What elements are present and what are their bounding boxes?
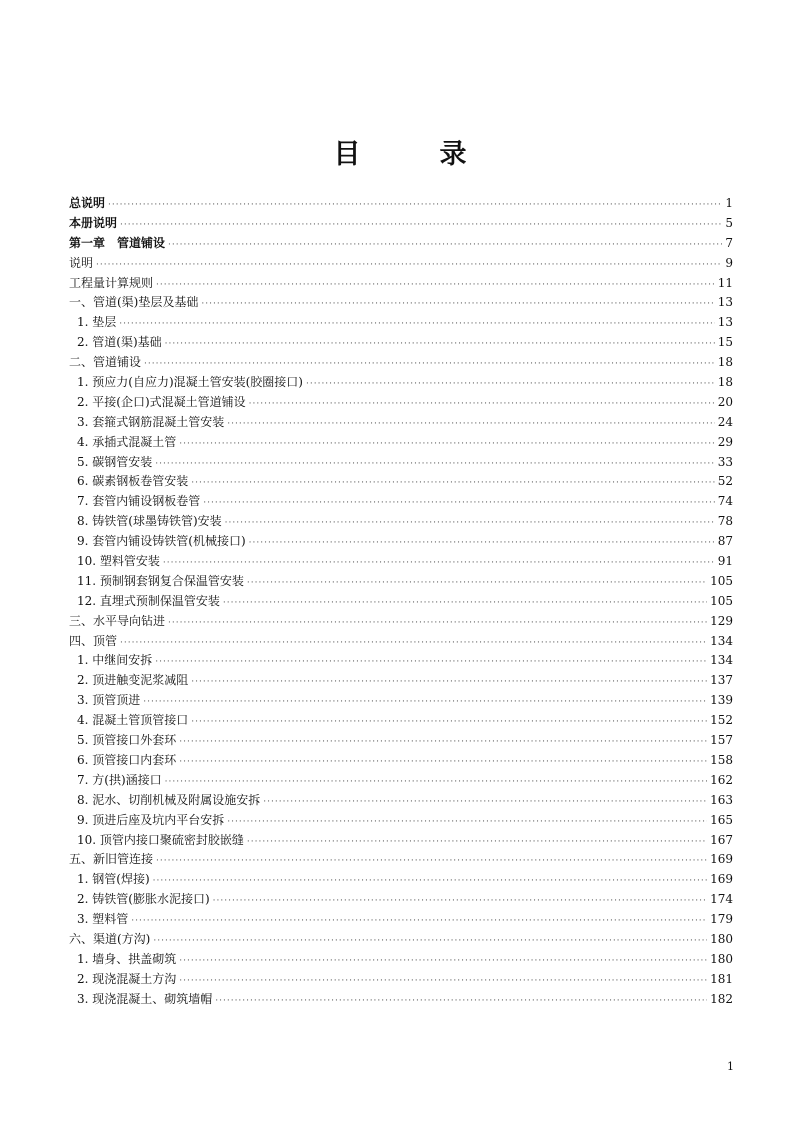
toc-entry-page: 13: [717, 295, 733, 310]
dot-leader: [120, 634, 707, 654]
toc-entry[interactable]: [69, 413, 733, 433]
toc-entry[interactable]: [69, 671, 733, 691]
toc-entry[interactable]: [69, 950, 733, 970]
toc-entry-title: 1. 中继间安拆: [77, 653, 153, 668]
dot-leader: [223, 594, 707, 614]
toc-entry-title: 6. 顶管接口内套环: [77, 752, 177, 767]
toc-entry[interactable]: [69, 254, 733, 274]
toc-entry-title: 1. 预应力(自应力)混凝土管安装(胶圈接口): [77, 375, 303, 390]
toc-entry[interactable]: [69, 532, 733, 552]
toc-entry-title: 4. 承插式混凝土管: [77, 434, 177, 449]
dot-leader: [179, 733, 707, 753]
toc-entry[interactable]: [69, 453, 733, 473]
toc-entry-title: 5. 碳钢管安装: [77, 454, 153, 469]
toc-entry-page: 74: [717, 494, 733, 509]
toc-entry[interactable]: [69, 632, 733, 652]
toc-entry-title: 一、管道(渠)垫层及基础: [69, 295, 199, 310]
toc-entry-title: 3. 套箍式钢筋混凝土管安装: [77, 414, 225, 429]
toc-entry-page: 169: [710, 872, 733, 887]
toc-entry[interactable]: [69, 472, 733, 492]
toc-entry-title: 工程量计算规则: [69, 275, 154, 290]
dot-leader: [168, 614, 707, 634]
dot-leader: [156, 276, 715, 296]
dot-leader: [108, 196, 722, 216]
toc-entry-page: 11: [717, 275, 733, 290]
dot-leader: [156, 852, 707, 872]
toc-entry-page: 105: [710, 593, 733, 608]
dot-leader: [306, 375, 715, 395]
toc-entry-title: 8. 铸铁管(球墨铸铁管)安装: [77, 514, 222, 529]
toc-entry[interactable]: [69, 572, 733, 592]
toc-entry[interactable]: [69, 512, 733, 532]
toc-entry-title: 3. 顶管顶进: [77, 693, 141, 708]
toc-entry[interactable]: [69, 393, 733, 413]
toc-entry-title: 10. 顶管内接口聚硫密封胶嵌缝: [77, 832, 244, 847]
toc-entry-page: 87: [717, 534, 733, 549]
toc-entry-title: 三、水平导向钻进: [69, 613, 166, 628]
toc-entry-title: 6. 碳素钢板卷管安装: [77, 474, 189, 489]
table-of-contents: [69, 194, 733, 1010]
toc-entry-page: 18: [717, 375, 733, 390]
toc-entry-title: 4. 混凝土管顶管接口: [77, 713, 189, 728]
dot-leader: [143, 693, 707, 713]
toc-entry-page: 134: [710, 633, 733, 648]
dot-leader: [247, 574, 707, 594]
toc-entry[interactable]: [69, 492, 733, 512]
dot-leader: [119, 315, 714, 335]
toc-entry[interactable]: [69, 651, 733, 671]
dot-leader: [120, 216, 722, 236]
toc-entry-title: 12. 直埋式预制保温管安装: [77, 593, 220, 608]
toc-entry-page: 139: [710, 693, 733, 708]
toc-entry-page: 181: [710, 971, 733, 986]
dot-leader: [191, 474, 714, 494]
toc-entry-page: 33: [717, 454, 733, 469]
dot-leader: [153, 932, 707, 952]
dot-leader: [155, 653, 707, 673]
toc-entry[interactable]: [69, 910, 733, 930]
toc-entry-title: 2. 铸铁管(膨胀水泥接口): [77, 892, 210, 907]
toc-entry[interactable]: [69, 552, 733, 572]
dot-leader: [191, 673, 707, 693]
dot-leader: [227, 813, 707, 833]
dot-leader: [191, 713, 707, 733]
toc-entry[interactable]: [69, 831, 733, 851]
toc-entry-page: 5: [725, 215, 733, 230]
toc-entry-title: 11. 预制钢套钢复合保温管安装: [77, 573, 244, 588]
toc-entry-title: 9. 套管内铺设铸铁管(机械接口): [77, 534, 246, 549]
dot-leader: [247, 833, 707, 853]
toc-entry[interactable]: [69, 353, 733, 373]
dot-leader: [155, 455, 714, 475]
toc-entry-page: 174: [710, 892, 733, 907]
toc-entry-page: 152: [710, 713, 733, 728]
toc-entry[interactable]: [69, 811, 733, 831]
toc-entry[interactable]: [69, 990, 733, 1010]
dot-leader: [179, 753, 707, 773]
toc-entry-page: 182: [710, 991, 733, 1006]
toc-entry[interactable]: [69, 791, 733, 811]
toc-entry-title: 2. 管道(渠)基础: [77, 335, 162, 350]
page-number: 1: [727, 1060, 734, 1073]
toc-entry-title: 本册说明: [69, 215, 118, 230]
toc-entry[interactable]: [69, 592, 733, 612]
toc-entry[interactable]: [69, 433, 733, 453]
toc-entry-page: 180: [710, 951, 733, 966]
toc-entry-page: 15: [717, 335, 733, 350]
toc-entry-title: 第一章 管道铺设: [69, 235, 166, 250]
toc-entry[interactable]: [69, 890, 733, 910]
toc-entry-page: 129: [710, 613, 733, 628]
toc-entry-page: 137: [710, 673, 733, 688]
toc-entry-page: 52: [717, 474, 733, 489]
dot-leader: [131, 912, 707, 932]
dot-leader: [213, 892, 707, 912]
toc-entry[interactable]: [69, 691, 733, 711]
toc-entry[interactable]: [69, 373, 733, 393]
dot-leader: [227, 415, 714, 435]
page-title: 目 录: [333, 139, 493, 170]
dot-leader: [179, 952, 707, 972]
dot-leader: [179, 435, 714, 455]
dot-leader: [201, 295, 714, 315]
toc-entry-page: 78: [717, 514, 733, 529]
toc-entry[interactable]: [69, 293, 733, 313]
toc-entry-page: 7: [725, 235, 733, 250]
toc-entry-page: 29: [717, 434, 733, 449]
toc-entry-title: 7. 套管内铺设钢板卷管: [77, 494, 201, 509]
dot-leader: [225, 514, 715, 534]
toc-entry[interactable]: [69, 870, 733, 890]
toc-entry-title: 2. 顶进触变泥浆减阻: [77, 673, 189, 688]
toc-entry[interactable]: [69, 612, 733, 632]
dot-leader: [203, 494, 714, 514]
dot-leader: [163, 554, 715, 574]
toc-entry-title: 1. 垫层: [77, 315, 117, 330]
toc-entry-page: 179: [710, 912, 733, 927]
toc-entry[interactable]: [69, 970, 733, 990]
toc-entry-page: 20: [717, 394, 733, 409]
toc-entry-page: 134: [710, 653, 733, 668]
toc-entry[interactable]: [69, 751, 733, 771]
toc-entry-page: 105: [710, 573, 733, 588]
dot-leader: [249, 534, 715, 554]
toc-entry-page: 163: [710, 792, 733, 807]
dot-leader: [215, 992, 707, 1012]
toc-entry-page: 180: [710, 931, 733, 946]
toc-entry-page: 165: [710, 812, 733, 827]
toc-entry[interactable]: [69, 731, 733, 751]
toc-entry-page: 91: [717, 554, 733, 569]
toc-entry-page: 9: [725, 255, 733, 270]
dot-leader: [263, 793, 707, 813]
toc-entry-title: 二、管道铺设: [69, 355, 142, 370]
dot-leader: [249, 395, 715, 415]
toc-entry-title: 7. 方(拱)涵接口: [77, 772, 162, 787]
toc-entry[interactable]: [69, 333, 733, 353]
toc-entry-title: 四、顶管: [69, 633, 118, 648]
toc-entry-title: 3. 现浇混凝土、砌筑墙帽: [77, 991, 213, 1006]
toc-entry-title: 5. 顶管接口外套环: [77, 733, 177, 748]
toc-entry[interactable]: [69, 274, 733, 294]
toc-entry-page: 1: [725, 196, 733, 210]
toc-entry-title: 总说明: [69, 196, 106, 210]
toc-entry-page: 18: [717, 355, 733, 370]
dot-leader: [153, 872, 707, 892]
toc-entry-title: 说明: [69, 255, 94, 270]
toc-entry-title: 3. 塑料管: [77, 912, 129, 927]
dot-leader: [165, 335, 715, 355]
dot-leader: [179, 972, 707, 992]
toc-entry-title: 六、渠道(方沟): [69, 931, 151, 946]
toc-entry-title: 2. 现浇混凝土方沟: [77, 971, 177, 986]
dot-leader: [168, 236, 722, 256]
toc-entry-page: 167: [710, 832, 733, 847]
toc-entry[interactable]: [69, 194, 733, 214]
toc-entry-title: 1. 钢管(焊接): [77, 872, 150, 887]
toc-entry-page: 157: [710, 733, 733, 748]
toc-entry[interactable]: [69, 850, 733, 870]
toc-entry[interactable]: [69, 771, 733, 791]
toc-entry-page: 162: [710, 772, 733, 787]
toc-entry-page: 24: [717, 414, 733, 429]
toc-entry-page: 13: [717, 315, 733, 330]
toc-entry-title: 9. 顶进后座及坑内平台安拆: [77, 812, 225, 827]
toc-entry-title: 10. 塑料管安装: [77, 554, 160, 569]
toc-entry-page: 169: [710, 852, 733, 867]
toc-entry[interactable]: [69, 234, 733, 254]
toc-entry[interactable]: [69, 214, 733, 234]
toc-entry-page: 158: [710, 752, 733, 767]
dot-leader: [96, 256, 722, 276]
toc-entry-title: 五、新旧管连接: [69, 852, 154, 867]
toc-entry[interactable]: [69, 930, 733, 950]
toc-entry-title: 1. 墙身、拱盖砌筑: [77, 951, 177, 966]
toc-entry-title: 2. 平接(企口)式混凝土管道铺设: [77, 394, 246, 409]
toc-entry[interactable]: [69, 711, 733, 731]
toc-entry[interactable]: [69, 313, 733, 333]
toc-entry-title: 8. 泥水、切削机械及附属设施安拆: [77, 792, 261, 807]
